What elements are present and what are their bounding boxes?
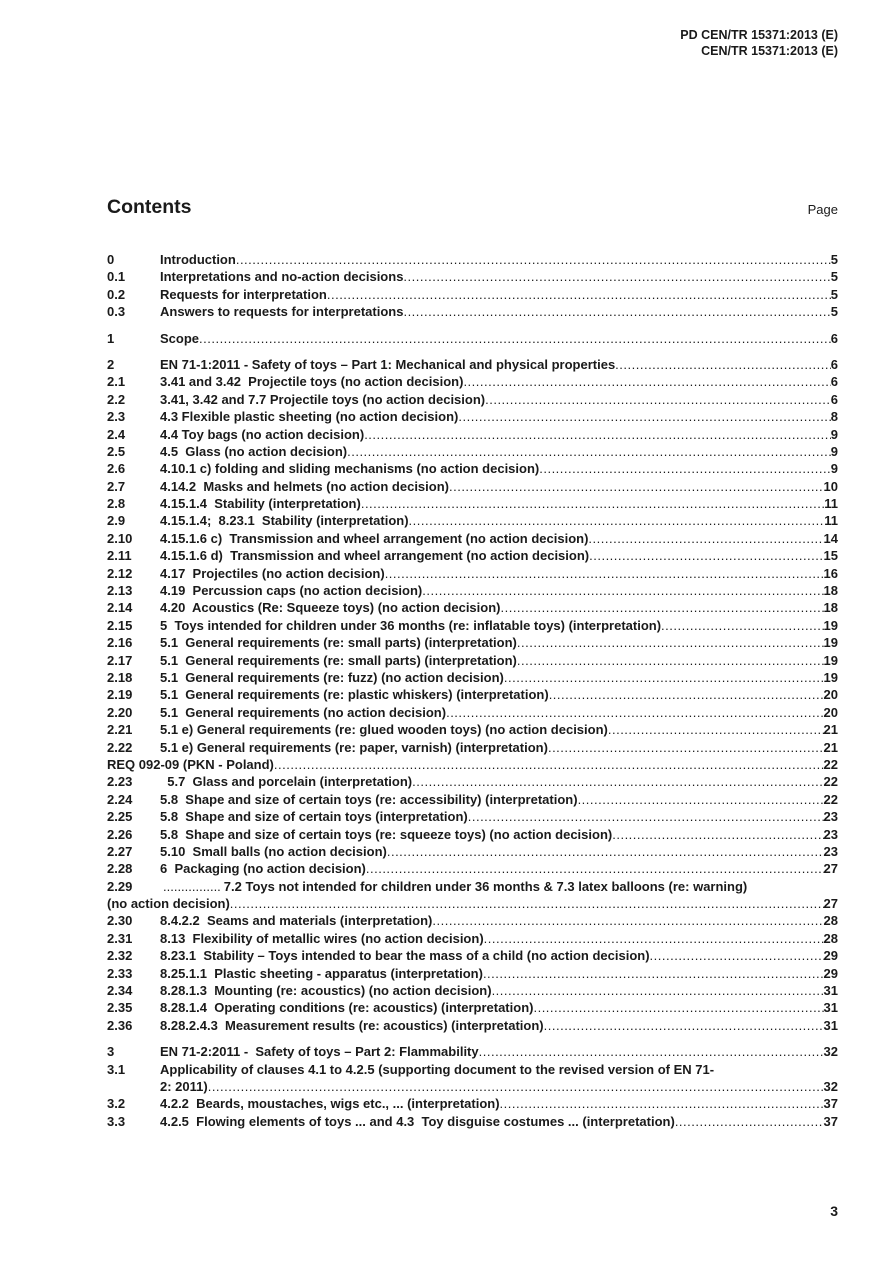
toc-leader-dots <box>612 827 823 842</box>
toc-leader-dots <box>385 566 824 581</box>
toc-entry-number: 2.9 <box>107 513 126 529</box>
toc-entry[interactable] <box>107 757 838 774</box>
toc-leader-dots <box>361 496 824 511</box>
toc-entry-number: 2.24 <box>107 791 133 807</box>
toc-entry[interactable] <box>107 409 838 426</box>
toc-entry-number: 2.36 <box>107 1017 133 1033</box>
toc-entry-number: 0.1 <box>107 269 126 285</box>
toc-entry[interactable] <box>107 287 838 304</box>
toc-entry-number: 0 <box>107 252 115 267</box>
toc-entry-number: 2.30 <box>107 913 133 929</box>
toc-entry-page: 9 <box>830 426 838 442</box>
toc-entry-page: 19 <box>823 652 838 668</box>
toc-entry[interactable] <box>107 670 838 687</box>
toc-leader-dots <box>500 600 823 615</box>
toc-entry-title: 5.1 General requirements (re: plastic whiskers) (interpretation) <box>160 687 549 703</box>
toc-entry-title: 4.19 Percussion caps (no action decision) <box>160 583 423 599</box>
toc-entry-title: 5.8 Shape and size of certain toys (interpretation) <box>160 809 468 825</box>
toc-entry-title: 5.1 General requirements (no action decision) <box>160 704 447 720</box>
toc-entry-number: 2.34 <box>107 983 133 999</box>
toc-leader-dots <box>504 670 824 685</box>
toc-entry-page: 22 <box>823 774 838 790</box>
toc-entry[interactable] <box>107 304 838 321</box>
toc-entry-number: 2.2 <box>107 391 126 407</box>
toc-entry-number: 2.19 <box>107 687 133 703</box>
toc-entry-title: 5.1 e) General requirements (re: glued wooden toys) (no action decision) <box>160 722 608 738</box>
toc-entry-title: 5 Toys intended for children under 36 months (re: inflatable toys) (interpretation) <box>160 617 662 633</box>
header-line-2: CEN/TR 15371:2013 (E) <box>701 44 838 58</box>
toc-entry-page: 19 <box>823 617 838 633</box>
toc-entry-title: 6 Packaging (no action decision) <box>160 861 366 877</box>
toc-entry[interactable] <box>107 331 838 348</box>
toc-entry-page: 23 <box>823 809 838 825</box>
toc-entry-page: 27 <box>823 896 838 912</box>
toc-entry-number: 2.13 <box>107 583 133 599</box>
page-number: 3 <box>830 1203 838 1219</box>
toc-entry-page: 11 <box>824 513 838 529</box>
toc-entry[interactable] <box>107 792 838 809</box>
toc-entry-number: 2.23 <box>107 774 133 790</box>
toc-entry-number: 3.3 <box>107 1113 126 1129</box>
toc-entry-page: 16 <box>823 565 838 581</box>
toc-entry-page: 32 <box>823 1078 838 1094</box>
toc-leader-dots <box>463 374 830 389</box>
toc-entry-number: 0.2 <box>107 286 126 302</box>
toc-entry-title: 5.8 Shape and size of certain toys (re: squeeze toys) (no action decision) <box>160 826 613 842</box>
toc-entry-page: 5 <box>830 304 838 320</box>
toc-entry-title: 3.41, 3.42 and 7.7 Projectile toys (no action decision) <box>160 391 486 407</box>
toc-leader-dots <box>517 653 824 668</box>
toc-entry-title: 4.15.1.4; 8.23.1 Stability (interpretation) <box>160 513 409 529</box>
toc-entry-title: 4.10.1 c) folding and sliding mechanisms (no action decision) <box>160 461 540 477</box>
toc-entry-page: 21 <box>823 739 838 755</box>
toc-leader-dots <box>549 687 824 702</box>
toc-entry[interactable] <box>107 531 838 548</box>
toc-entry-page: 19 <box>823 669 838 685</box>
toc-entry[interactable] <box>107 1000 838 1017</box>
toc-entry-number: 2 <box>107 356 115 372</box>
toc-entry-number: 2.1 <box>107 374 126 390</box>
toc-entry-number: 2.20 <box>107 704 133 720</box>
toc-entry[interactable] <box>107 583 838 600</box>
toc-entry-page: 20 <box>823 704 838 720</box>
toc-leader-dots <box>236 252 831 267</box>
toc-entry-number: 2.18 <box>107 669 133 685</box>
toc-entry-title-cont: (no action decision) <box>107 896 230 912</box>
toc-entry-title: Introduction <box>160 252 236 267</box>
toc-entry-page: 32 <box>823 1044 838 1060</box>
toc-entry-title: 8.4.2.2 Seams and materials (interpretation) <box>160 913 433 929</box>
toc-entry-page: 20 <box>823 687 838 703</box>
toc-entry-page: 5 <box>830 269 838 285</box>
toc-entry-page: 8 <box>830 409 838 425</box>
toc-leader-dots <box>347 444 831 459</box>
toc-leader-dots-prefix: ................ <box>163 878 221 894</box>
toc-entry-page: 18 <box>823 583 838 599</box>
toc-entry-title: EN 71-2:2011 - Safety of toys – Part 2: Flammability <box>160 1044 479 1060</box>
toc-entry-title: 5.7 Glass and porcelain (interpretation) <box>160 774 413 790</box>
toc-entry[interactable] <box>107 269 838 286</box>
header-line-1: PD CEN/TR 15371:2013 (E) <box>680 28 838 42</box>
toc-entry-page: 29 <box>823 948 838 964</box>
toc-entry-title: Scope <box>160 330 200 346</box>
toc-leader-dots <box>446 705 823 720</box>
toc-entry[interactable] <box>107 774 838 791</box>
toc-entry-number: 2.29 <box>107 878 133 894</box>
toc-entry-number: 2.7 <box>107 478 126 494</box>
toc-entry-number: 2.11 <box>107 548 132 564</box>
toc-entry[interactable] <box>107 809 838 826</box>
toc-entry-title: 8.28.1.3 Mounting (re: acoustics) (no action decision) <box>160 983 492 999</box>
toc-entry[interactable] <box>107 357 838 374</box>
toc-entry-number: 2.14 <box>107 600 133 616</box>
toc-entry-number: 3 <box>107 1044 115 1060</box>
toc-entry-number: 2.27 <box>107 843 133 859</box>
toc-entry-title: 4.5 Glass (no action decision) <box>160 443 348 459</box>
toc-entry[interactable] <box>107 479 838 496</box>
toc-entry-title: 8.25.1.1 Plastic sheeting - apparatus (interpretation) <box>160 965 483 981</box>
toc-entry-number: 2.22 <box>107 739 133 755</box>
toc-entry-title: Answers to requests for interpretations <box>160 304 404 320</box>
toc-entry-title: 5.1 General requirements (re: small parts) (interpretation) <box>160 635 517 651</box>
toc-entry-number: 2.32 <box>107 948 133 964</box>
toc-entry[interactable] <box>107 879 838 914</box>
toc-entry-number: 2.3 <box>107 409 126 425</box>
toc-leader-dots <box>412 774 823 789</box>
toc-entry-number: 2.10 <box>107 530 133 546</box>
toc-entry-number: 3.2 <box>107 1096 126 1112</box>
toc-entry[interactable] <box>107 392 838 409</box>
toc-entry[interactable] <box>107 374 838 391</box>
toc-entry-title: 8.28.1.4 Operating conditions (re: acoustics) (interpretation) <box>160 1000 534 1016</box>
toc-entry-number: 2.31 <box>107 930 133 946</box>
toc-leader-dots <box>578 792 824 807</box>
toc-entry-title: 8.23.1 Stability – Toys intended to bear the mass of a child (no action decision) <box>160 948 650 964</box>
toc-entry[interactable] <box>107 966 838 983</box>
toc-leader-dots <box>199 331 831 346</box>
toc-entry[interactable] <box>107 740 838 757</box>
toc-leader-dots <box>409 513 825 528</box>
toc-entry-page: 28 <box>823 913 838 929</box>
toc-entry-page: 37 <box>823 1096 838 1112</box>
toc-entry[interactable] <box>107 687 838 704</box>
toc-entry-number: 2.35 <box>107 1000 133 1016</box>
toc-entry-page: 37 <box>823 1113 838 1129</box>
toc-entry-title: 3.41 and 3.42 Projectile toys (no action decision) <box>160 374 464 390</box>
toc-entry-title: 8.13 Flexibility of metallic wires (no action decision) <box>160 930 484 946</box>
toc-entry[interactable] <box>107 1096 838 1113</box>
toc-entry-title: 4.2.5 Flowing elements of toys ... and 4.3 Toy disguise costumes ... (interpretation) <box>160 1113 675 1129</box>
toc-entry-page: 28 <box>823 930 838 946</box>
toc-leader-dots <box>468 809 824 824</box>
toc-entry-number: 2.28 <box>107 861 133 877</box>
toc-entry-title: 8.28.2.4.3 Measurement results (re: acoustics) (interpretation) <box>160 1017 544 1033</box>
toc-entry-page: 5 <box>830 286 838 302</box>
toc-entry-page: 21 <box>823 722 838 738</box>
toc-entry-page: 31 <box>823 1000 838 1016</box>
toc-entry-title: 4.2.2 Beards, moustaches, wigs etc., ... (interpretation) <box>160 1096 500 1112</box>
toc-leader-dots <box>366 861 824 876</box>
toc-entry[interactable] <box>107 827 838 844</box>
toc-entry-number: 3.1 <box>107 1061 126 1077</box>
toc-leader-dots <box>661 618 823 633</box>
toc-leader-dots <box>492 983 824 998</box>
toc-entry-title: 4.4 Toy bags (no action decision) <box>160 426 365 442</box>
toc-entry-title: Interpretations and no-action decisions <box>160 269 404 285</box>
toc-entry[interactable] <box>107 931 838 948</box>
toc-entry-page: 14 <box>823 530 838 546</box>
toc-leader-dots <box>485 392 831 407</box>
toc-entry[interactable] <box>107 1044 838 1061</box>
toc-leader-dots <box>533 1000 823 1015</box>
toc-leader-dots <box>539 461 831 476</box>
toc-entry[interactable] <box>107 705 838 722</box>
toc-leader-dots <box>449 479 824 494</box>
toc-entry[interactable] <box>107 653 838 670</box>
toc-entry-number: 2.6 <box>107 461 126 477</box>
toc-entry-title: 5.1 e) General requirements (re: paper, varnish) (interpretation) <box>160 739 548 755</box>
toc-entry[interactable] <box>107 566 838 583</box>
toc-entry-title: REQ 092-09 (PKN - Poland) <box>107 756 274 772</box>
toc-entry-page: 23 <box>823 843 838 859</box>
toc-entry[interactable] <box>107 1018 838 1035</box>
toc-leader-dots <box>544 1018 824 1033</box>
toc-entry[interactable] <box>107 983 838 1000</box>
toc-leader-dots <box>274 757 824 772</box>
toc-leader-dots <box>327 287 831 302</box>
toc-entry-title-cont: 2: 2011) <box>160 1078 208 1094</box>
toc-leader-dots <box>432 913 823 928</box>
toc-entry-page: 23 <box>823 826 838 842</box>
toc-leader-dots <box>208 1079 824 1094</box>
toc-entry-page: 19 <box>823 635 838 651</box>
toc-entry-title: 5.8 Shape and size of certain toys (re: accessibility) (interpretation) <box>160 791 578 807</box>
toc-entry-title: 7.2 Toys not intended for children under 36 months & 7.3 latex balloons (re: warning) <box>223 878 748 894</box>
toc-leader-dots <box>387 844 824 859</box>
toc-entry-number: 2.12 <box>107 565 133 581</box>
toc-entry-page: 9 <box>830 443 838 459</box>
toc-entry-title: 5.10 Small balls (no action decision) <box>160 843 387 859</box>
toc-entry-title: EN 71-1:2011 - Safety of toys – Part 1: Mechanical and physical properties <box>160 356 616 372</box>
toc-entry-title: 4.3 Flexible plastic sheeting (no action decision) <box>160 409 459 425</box>
document-header <box>680 27 838 59</box>
toc-leader-dots <box>479 1044 824 1059</box>
toc-entry-number: 2.17 <box>107 652 133 668</box>
toc-entry-title: 5.1 General requirements (re: small parts) (interpretation) <box>160 652 517 668</box>
toc-entry-title: 4.15.1.4 Stability (interpretation) <box>160 496 361 512</box>
toc-entry-page: 27 <box>823 861 838 877</box>
toc-leader-dots <box>364 427 831 442</box>
toc-leader-dots <box>548 740 824 755</box>
toc-entry-page: 5 <box>830 252 838 267</box>
toc-entry-page: 18 <box>823 600 838 616</box>
toc-entry-number: 2.33 <box>107 965 133 981</box>
toc-entry[interactable] <box>107 948 838 965</box>
toc-entry-page: 6 <box>830 374 838 390</box>
toc-entry-page: 11 <box>824 496 838 512</box>
toc-entry[interactable] <box>107 722 838 739</box>
toc-entry-title: 4.15.1.6 d) Transmission and wheel arrangement (no action decision) <box>160 548 590 564</box>
toc-entry[interactable] <box>107 913 838 930</box>
toc-entry[interactable] <box>107 444 838 461</box>
toc-entry-number: 1 <box>107 330 115 346</box>
page-title: Contents <box>107 196 192 218</box>
toc-leader-dots <box>458 409 830 424</box>
toc-entry-page: 22 <box>823 756 838 772</box>
toc-entry-title: 4.20 Acoustics (Re: Squeeze toys) (no action decision) <box>160 600 501 616</box>
toc-entry-page: 6 <box>830 330 838 346</box>
toc-entry[interactable] <box>107 252 838 269</box>
toc-entry-number: 2.8 <box>107 496 126 512</box>
toc-entry-title: 4.17 Projectiles (no action decision) <box>160 565 385 581</box>
toc-leader-dots <box>483 966 824 981</box>
table-of-contents <box>107 252 838 1131</box>
toc-entry-number: 2.15 <box>107 617 133 633</box>
toc-entry-number: 2.4 <box>107 426 126 442</box>
toc-entry-page: 9 <box>830 461 838 477</box>
toc-leader-dots <box>588 531 823 546</box>
toc-entry-page: 6 <box>830 391 838 407</box>
toc-entry[interactable] <box>107 1062 838 1097</box>
toc-entry-page: 6 <box>830 356 838 372</box>
toc-entry[interactable] <box>107 1114 838 1131</box>
toc-leader-dots <box>608 722 824 737</box>
toc-entry[interactable] <box>107 513 838 530</box>
toc-entry[interactable] <box>107 635 838 652</box>
toc-entry-title: 4.15.1.6 c) Transmission and wheel arrangement (no action decision) <box>160 530 589 546</box>
toc-entry[interactable] <box>107 600 838 617</box>
toc-entry-page: 31 <box>823 1017 838 1033</box>
toc-entry-number: 2.21 <box>107 722 133 738</box>
toc-entry[interactable] <box>107 461 838 478</box>
toc-entry[interactable] <box>107 844 838 861</box>
toc-entry-number: 2.26 <box>107 826 133 842</box>
toc-entry-number: 0.3 <box>107 304 126 320</box>
toc-leader-dots <box>675 1114 824 1129</box>
toc-entry-number: 2.16 <box>107 635 133 651</box>
toc-entry-title: 5.1 General requirements (re: fuzz) (no action decision) <box>160 669 504 685</box>
toc-leader-dots <box>403 269 830 284</box>
toc-leader-dots <box>484 931 824 946</box>
toc-entry-number: 2.25 <box>107 809 133 825</box>
toc-entry-page: 15 <box>823 548 838 564</box>
toc-leader-dots <box>615 357 831 372</box>
toc-entry-page: 29 <box>823 965 838 981</box>
toc-entry-page: 10 <box>823 478 838 494</box>
toc-entry-title: 4.14.2 Masks and helmets (no action decision) <box>160 478 449 494</box>
toc-leader-dots <box>589 548 823 563</box>
toc-entry-title: Applicability of clauses 4.1 to 4.2.5 (supporting document to the revised version of EN 71- <box>160 1061 715 1077</box>
toc-entry-page: 22 <box>823 791 838 807</box>
toc-entry[interactable] <box>107 427 838 444</box>
page-column-label: Page <box>807 202 838 217</box>
toc-leader-dots <box>517 635 824 650</box>
toc-entry-number: 2.5 <box>107 443 126 459</box>
toc-entry[interactable] <box>107 861 838 878</box>
toc-entry-title: Requests for interpretation <box>160 286 327 302</box>
toc-leader-dots <box>500 1096 824 1111</box>
toc-entry[interactable] <box>107 618 838 635</box>
toc-leader-dots <box>403 304 830 319</box>
toc-leader-dots <box>650 948 824 963</box>
toc-entry[interactable] <box>107 496 838 513</box>
toc-leader-dots <box>422 583 823 598</box>
toc-entry-page: 31 <box>823 983 838 999</box>
toc-leader-dots <box>230 896 824 911</box>
toc-entry[interactable] <box>107 548 838 565</box>
